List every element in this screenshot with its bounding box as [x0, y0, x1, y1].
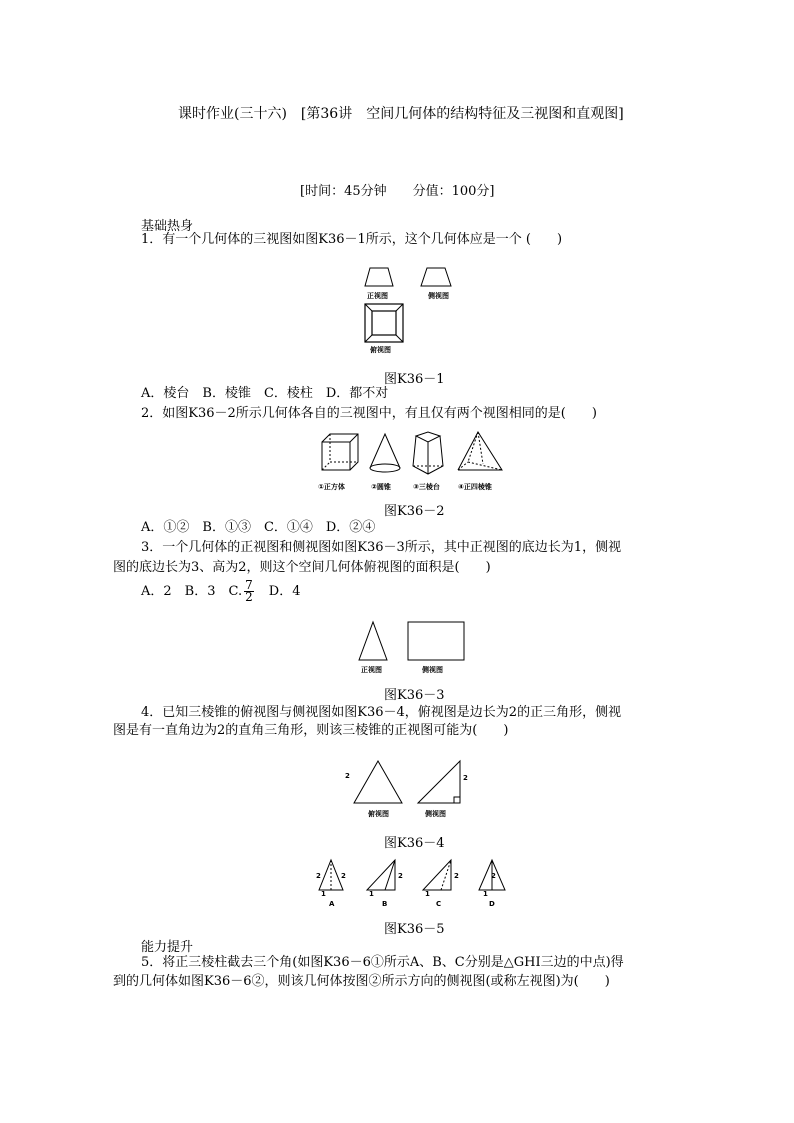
figure-k36-4 [350, 757, 470, 807]
option-b-shape [367, 860, 395, 890]
figure-k36-1 [355, 262, 465, 357]
option-c-shape [423, 860, 451, 890]
q3-options-abc: A．2 B．3 C. [141, 584, 243, 599]
option-a-letter: A [329, 900, 335, 908]
label-side-view: 侧视图 [428, 292, 449, 300]
dim-side-view: 2 [463, 774, 468, 782]
dim-d: 2 [491, 872, 496, 880]
q3-line2: 图的底边长为3、高为2，则这个空间几何体俯视图的面积是( ) [113, 560, 491, 575]
q3-options [141, 580, 300, 603]
dim-b: 2 [398, 872, 403, 880]
caption-k36-4: 图K36－4 [384, 836, 445, 851]
label-front-view: 正视图 [367, 292, 388, 300]
fraction-denominator: 2 [245, 590, 253, 604]
page-title: 课时作业(三十六) [第36讲 空间几何体的结构特征及三视图和直观图] [178, 106, 624, 122]
label-pyramid: ④正四棱锥 [458, 483, 492, 491]
dim-c-base: 1 [425, 890, 430, 898]
label-top-view: 俯视图 [370, 346, 391, 354]
fraction-seven-halves [244, 580, 254, 603]
label-q3-front: 正视图 [361, 666, 382, 674]
cone-shape [370, 434, 400, 468]
dim-a-right: 2 [341, 872, 346, 880]
q4-line2: 图是有一直角边为2的直角三角形，则该三棱锥的正视图可能为( ) [113, 723, 509, 738]
caption-k36-1: 图K36－1 [384, 372, 445, 387]
section-basic: 基础热身 [141, 219, 194, 234]
dim-d-base: 1 [483, 890, 488, 898]
q3-side-view-rect [408, 622, 464, 660]
label-q3-side: 侧视图 [422, 666, 443, 674]
dim-a-left: 2 [316, 872, 321, 880]
q3-line1: 3．一个几何体的正视图和侧视图如图K36－3所示，其中正视图的底边长为1，侧视 [141, 540, 622, 555]
q4-line1: 4．已知三棱锥的俯视图与侧视图如图K36－4，俯视图是边长为2的正三角形，侧视 [141, 705, 622, 720]
side-view-trapezoid [421, 268, 451, 286]
label-cube: ①正方体 [318, 483, 345, 491]
option-c-letter: C [436, 900, 442, 908]
figure-k36-2 [318, 430, 508, 490]
dim-top-view: 2 [345, 772, 350, 780]
dim-c: 2 [454, 872, 459, 880]
label-q4-side: 侧视图 [425, 810, 446, 818]
q5-line1: 5．将正三棱柱截去三个角(如图K36－6①所示A、B、C分别是△GHI三边的中点)得 [141, 955, 624, 970]
section-advanced: 能力提升 [141, 940, 194, 955]
caption-k36-2: 图K36－2 [384, 504, 445, 519]
dim-a-base: 1 [321, 890, 326, 898]
top-view-inner [372, 311, 396, 335]
frustum-top [416, 432, 440, 442]
label-frustum: ③三棱台 [413, 483, 440, 491]
figure-k36-3 [355, 620, 470, 665]
caption-k36-3: 图K36－3 [384, 688, 445, 703]
q3-front-view-triangle [359, 622, 387, 660]
q4-top-view-triangle [354, 761, 402, 803]
q2-options: A．①② B．①③ C．①④ D．②④ [141, 520, 376, 535]
q2-text: 2．如图K36－2所示几何体各自的三视图中，有且仅有两个视图相同的是( ) [141, 406, 597, 421]
caption-k36-5: 图K36－5 [384, 922, 445, 937]
q5-line2: 到的几何体如图K36－6②，则该几何体按图②所示方向的侧视图(或称左视图)为( ) [113, 974, 610, 989]
front-view-trapezoid [365, 268, 393, 286]
option-d-letter: D [489, 900, 495, 908]
q1-options: A．棱台 B．棱锥 C．棱柱 D．都不对 [141, 386, 389, 401]
cone-base [370, 464, 400, 472]
option-b-letter: B [382, 900, 388, 908]
q1-text: 1．有一个几何体的三视图如图K36－1所示，这个几何体应是一个 ( ) [141, 232, 563, 247]
fraction-numerator: 7 [245, 578, 253, 592]
q3-options-d: D．4 [268, 584, 301, 599]
dim-b-base: 1 [369, 890, 374, 898]
exam-meta: [时间：45分钟 分值：100分] [300, 184, 495, 199]
label-q4-top: 俯视图 [368, 810, 389, 818]
label-cone: ②圆锥 [371, 483, 391, 491]
